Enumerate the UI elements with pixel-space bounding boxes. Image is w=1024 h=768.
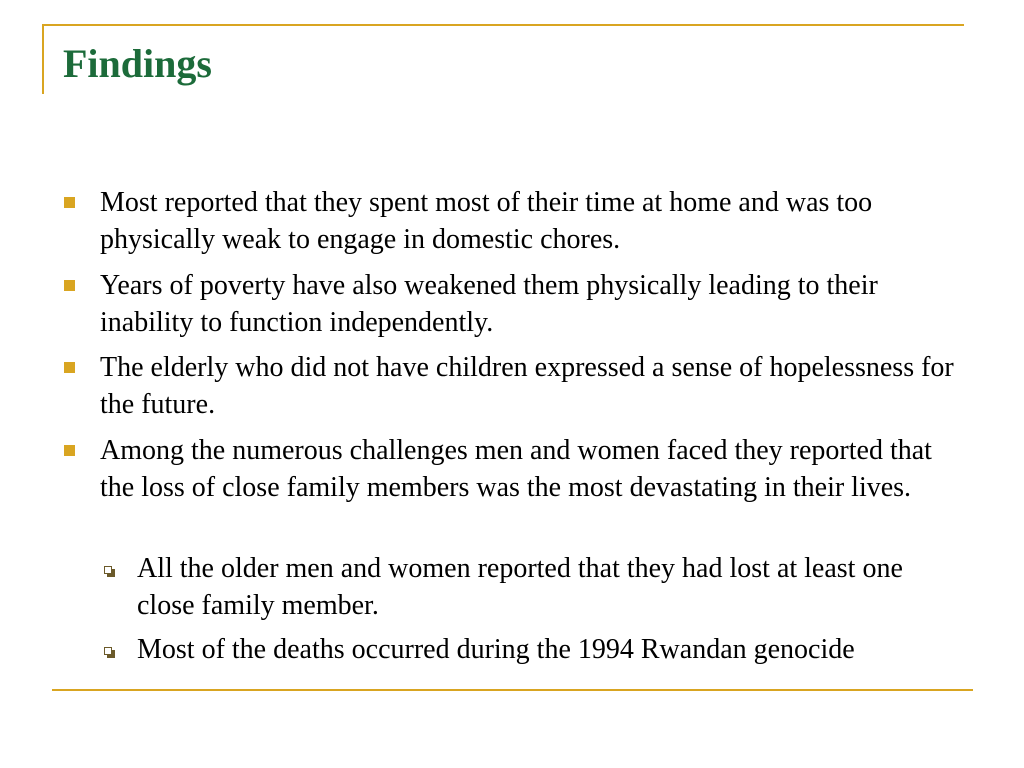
square-bullet-icon	[64, 197, 75, 208]
square-bullet-icon	[64, 445, 75, 456]
sub-bullet-item: All the older men and women reported that they had lost at least one close family member.	[137, 553, 903, 621]
bullet-item: The elderly who did not have children expressed a sense of hopelessness for the future.	[100, 352, 954, 420]
bullet-item: Most reported that they spent most of their time at home and was too physically weak to engage in domestic chores.	[100, 187, 873, 255]
hollow-square-bullet-icon	[104, 566, 112, 574]
bottom-rule	[52, 689, 973, 691]
hollow-square-bullet-icon	[104, 647, 112, 655]
sub-bullet-item: Most of the deaths occurred during the 1994 Rwandan genocide	[137, 634, 855, 665]
square-bullet-icon	[64, 280, 75, 291]
bullet-item: Years of poverty have also weakened them physically leading to their inability to function independently.	[100, 270, 878, 338]
bullet-item: Among the numerous challenges men and women faced they reported that the loss of close family members was the most devastating in their lives.	[100, 435, 932, 503]
slide-title: Findings	[63, 41, 212, 86]
square-bullet-icon	[64, 362, 75, 373]
